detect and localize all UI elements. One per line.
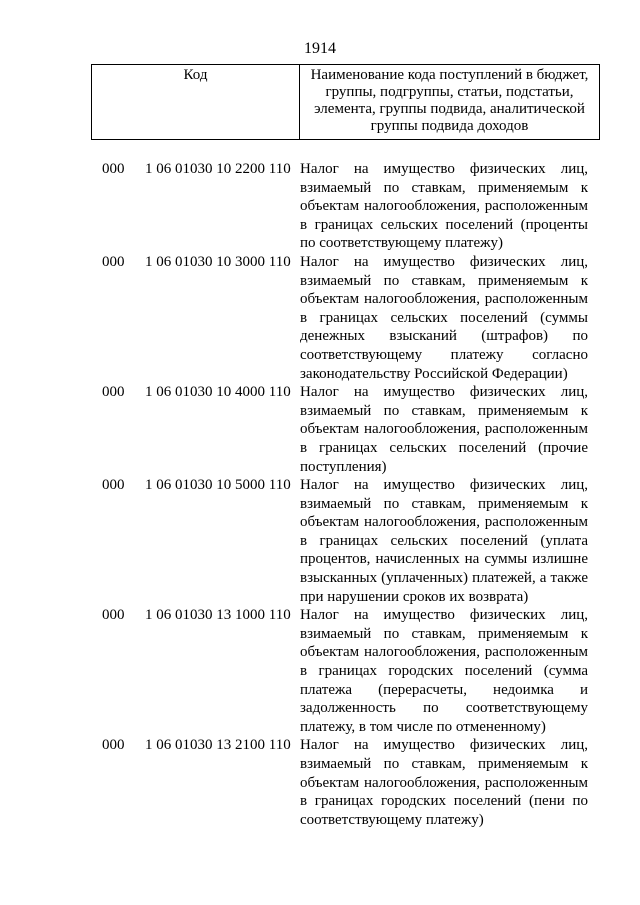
income-code: 1 06 01030 10 5000 110 <box>145 477 291 494</box>
admin-code: 000 <box>102 384 125 401</box>
income-description: Налог на имущество физических лиц, взимаемый по ставкам, применяемым к объектам налогообложения, расположенным в границах городских поселений (сумма платежа (перерасчеты, недоимка и задолженность по соответствующему платежу, в том числе по отмененному) <box>300 607 588 735</box>
name-column-header: Наименование кода поступлений в бюджет, группы, подгруппы, статьи, подстатьи, элемента, группы подвида, аналитической группы подвида доходов <box>300 65 600 140</box>
table-row <box>0 476 640 606</box>
income-code: 1 06 01030 13 1000 110 <box>145 607 291 624</box>
admin-code: 000 <box>102 737 125 754</box>
income-description: Налог на имущество физических лиц, взимаемый по ставкам, применяемым к объектам налогообложения, расположенным в границах сельских поселений (уплата процентов, начисленных на суммы излишне взысканных (уплаченных) платежей, а также при нарушении сроков их возврата) <box>300 477 588 605</box>
table-header <box>91 64 600 140</box>
admin-code: 000 <box>102 607 125 624</box>
income-description: Налог на имущество физических лиц, взимаемый по ставкам, применяемым к объектам налогообложения, расположенным в границах сельских поселений (прочие поступления) <box>300 384 588 475</box>
admin-code: 000 <box>102 477 125 494</box>
table-row <box>0 160 640 253</box>
income-description: Налог на имущество физических лиц, взимаемый по ставкам, применяемым к объектам налогообложения, расположенным в границах сельских поселений (проценты по соответствующему платежу) <box>300 161 588 252</box>
income-code: 1 06 01030 10 3000 110 <box>145 253 291 270</box>
income-description: Налог на имущество физических лиц, взимаемый по ставкам, применяемым к объектам налогообложения, расположенным в границах городских поселений (пени по соответствующему платежу) <box>300 737 588 828</box>
code-column-header: Код <box>92 65 300 140</box>
income-description: Налог на имущество физических лиц, взимаемый по ставкам, применяемым к объектам налогообложения, расположенным в границах сельских поселений (суммы денежных взысканий (штрафов) по соответствующему платежу согласно законодательству Российской Федерации) <box>300 253 588 382</box>
admin-code: 000 <box>102 253 125 270</box>
table-row <box>0 606 640 736</box>
income-code-list <box>0 160 640 829</box>
table-row <box>0 383 640 476</box>
income-code: 1 06 01030 10 4000 110 <box>145 384 291 401</box>
page-number: 1914 <box>304 40 336 57</box>
income-code: 1 06 01030 13 2100 110 <box>145 737 291 754</box>
income-code: 1 06 01030 10 2200 110 <box>145 161 291 177</box>
table-row <box>0 253 640 383</box>
table-row <box>0 736 640 829</box>
admin-code: 000 <box>102 161 125 177</box>
